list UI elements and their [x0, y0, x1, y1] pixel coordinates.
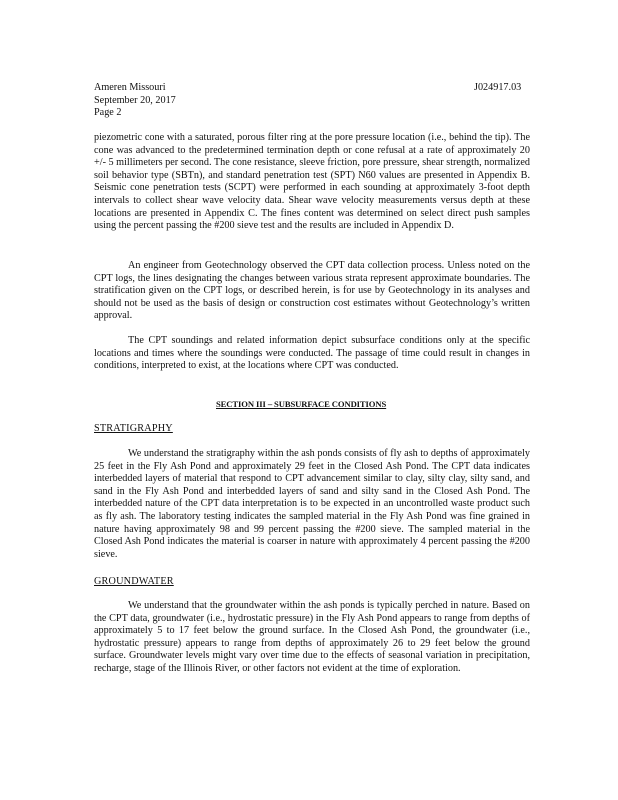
groundwater-heading: GROUNDWATER — [94, 576, 174, 587]
paragraph-text: An engineer from Geotechnology observed the CPT data collection process. Unless noted on the CPT logs, the lines designating the changes between various strata represent approximate boundaries. The stratification given on the CPT logs, or described herein, is for use by Geotechnology in its analyses and should not be used as the basis of design or construction cost estimates without Geotechnology’s written approval. — [94, 260, 530, 322]
company-name: Ameren Missouri — [94, 82, 166, 93]
paragraph-text: The CPT soundings and related information depict subsurface conditions only at the specific locations and times where the soundings were conducted. The passage of time could result in changes in conditions, interpreted to exist, at the locations where CPT was conducted. — [94, 335, 530, 372]
stratigraphy-heading: STRATIGRAPHY — [94, 423, 173, 434]
paragraph-text: We understand that the groundwater within the ash ponds is typically perched in nature. Based on the CPT data, groundwater (i.e., hydrostatic pressure) in the Fly Ash Pond appears to range from depths of approximately 5 to 17 feet below the ground surface. In the Closed Ash Pond, the groundwater (i.e., hydrostatic pressure) appears to range from depths of approximately 26 to 29 feet below the ground surface. Groundwater levels might vary over time due to the effects of seasonal variation in precipitation, recharge, stage of the Illinois River, or other factors not evident at the time of exploration. — [94, 600, 530, 674]
section-title: SECTION III – SUBSURFACE CONDITIONS — [216, 399, 387, 409]
stratigraphy-paragraph — [94, 448, 530, 561]
paragraph-text: We understand the stratigraphy within the ash ponds consists of fly ash to depths of approximately 25 feet in the Fly Ash Pond and approximately 29 feet in the Closed Ash Pond. The CPT data indicates interbedded layers of material that respond to CPT advancement similar to clay, silty clay, silty sand, and sand in the Fly Ash Pond and interbedded layers of sand and silty sand in the Closed Ash Pond. The interbedded nature of the CPT data interpretation is to be expected in an uncontrolled waste product such as fly ash. The laboratory testing indicates the sampled material in the Fly Ash Pond was fine grained in nature having approximately 98 and 99 percent passing the #200 sieve. The sampled material in the Closed Ash Pond indicates the material is coarser in nature with approximately 4 percent passing the #200 sieve. — [94, 448, 530, 560]
page-number: Page 2 — [94, 107, 122, 118]
cpt-limitations-paragraph — [94, 335, 530, 373]
engineer-observation-paragraph — [94, 260, 530, 323]
groundwater-paragraph — [94, 600, 530, 676]
paragraph-text: piezometric cone with a saturated, porous filter ring at the pore pressure location (i.e., behind the tip). The cone was advanced to the predetermined termination depth or cone refusal at a rate of approximately 20 +/- 5 millimeters per second. The cone resistance, sleeve friction, pore pressure, shear strength, normalized soil behavior type (SBTn), and standard penetration test (SPT) N60 values are presented in Appendix B. Seismic cone penetration tests (SCPT) were performed in each sounding at approximately 3-foot depth intervals to collect shear wave velocity data. Shear wave velocity measurements versus depth at these locations are presented in Appendix C. The fines content was determined on select direct push samples using the percent passing the #200 sieve test and the results are included in Appendix D. — [94, 132, 530, 232]
job-number: J024917.03 — [474, 82, 522, 93]
letter-date: September 20, 2017 — [94, 94, 176, 106]
letter-header — [94, 82, 176, 120]
cpt-method-paragraph — [94, 132, 530, 233]
